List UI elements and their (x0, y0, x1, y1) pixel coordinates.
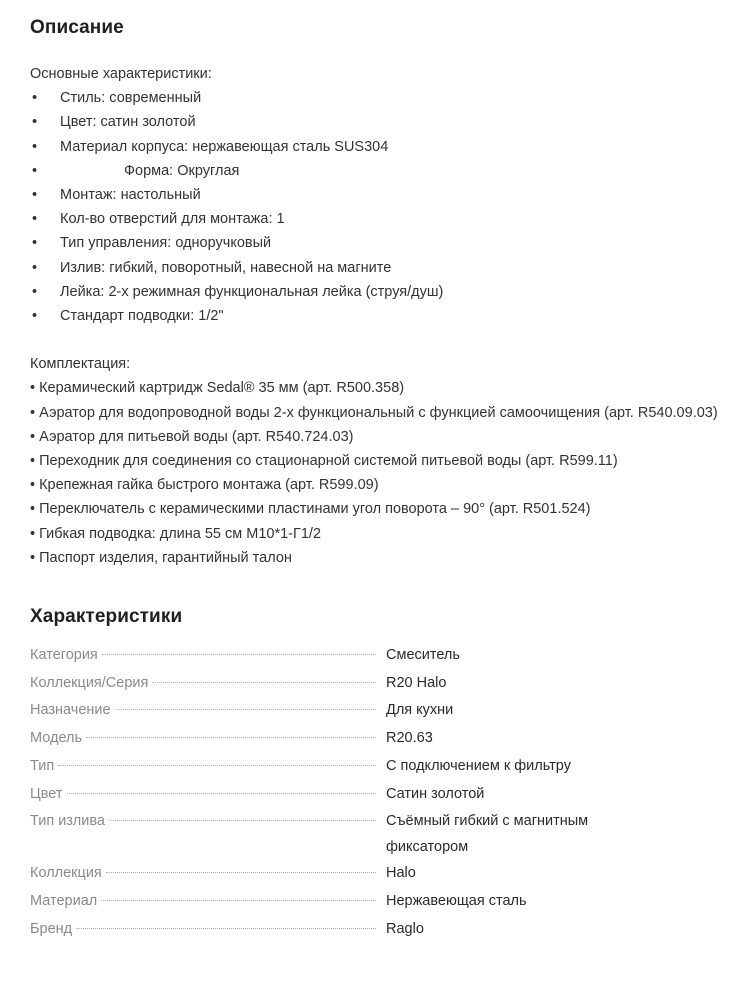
features-heading: Основные характеристики: (30, 66, 212, 82)
list-item: • Монтаж: настольный (30, 183, 740, 207)
table-row (30, 860, 656, 888)
spec-key: Коллекция (30, 860, 106, 888)
table-row (30, 781, 656, 809)
table-row (30, 670, 656, 698)
spec-key: Цвет (30, 781, 67, 809)
list-item: • Тип управления: одноручковый (30, 231, 740, 255)
spec-key: Материал (30, 888, 101, 916)
spec-key: Тип (30, 753, 58, 781)
spec-value: Нержавеющая сталь (386, 892, 527, 909)
spec-key: Категория (30, 642, 102, 670)
table-row (30, 753, 656, 781)
list-item: • Стиль: современный (30, 86, 740, 110)
spec-key: Коллекция/Серия (30, 670, 152, 698)
list-item: • Кол-во отверстий для монтажа: 1 (30, 207, 740, 231)
list-item: • Переключатель с керамическими пластинами угол поворота – 90° (арт. R501.524) (30, 501, 591, 518)
list-item: • Форма: Округлая (30, 159, 740, 183)
list-item: • Паспорт изделия, гарантийный талон (30, 549, 292, 566)
list-item: • Керамический картридж Sedal® 35 мм (арт. R500.358) (30, 380, 405, 397)
kit-list (30, 376, 720, 570)
list-item: • Аэратор для водопроводной воды 2-х функциональный с функцией самоочищения (арт. R540.09.03) (30, 404, 718, 421)
list-item: • Аэратор для питьевой воды (арт. R540.724.03) (30, 428, 354, 445)
table-row (30, 642, 656, 670)
specs-section (30, 604, 740, 943)
description-section (30, 14, 740, 570)
features-list (30, 86, 740, 328)
spec-value: Для кухни (386, 702, 454, 719)
spec-value: Съёмный гибкий с магнитным фиксатором (386, 813, 589, 856)
spec-value: Halo (386, 865, 416, 882)
spec-value: С подключением к фильтру (386, 757, 571, 774)
table-row (30, 916, 656, 944)
description-body (30, 62, 740, 570)
table-row (30, 697, 656, 725)
list-item: • Цвет: сатин золотой (30, 110, 740, 134)
spec-key: Тип излива (30, 808, 109, 836)
list-item: • Стандарт подводки: 1/2" (30, 304, 740, 328)
table-row (30, 888, 656, 916)
table-row (30, 725, 656, 753)
spec-key: Назначение (30, 697, 115, 725)
list-item: • Крепежная гайка быстрого монтажа (арт. R599.09) (30, 477, 379, 494)
list-item: • Переходник для соединения со стационарной системой питьевой воды (арт. R599.11) (30, 453, 618, 470)
list-item: • Лейка: 2-х режимная функциональная лейка (струя/душ) (30, 280, 740, 304)
table-row (30, 808, 656, 860)
list-item: • Гибкая подводка: длина 55 см M10*1-Г1/2 (30, 525, 322, 542)
spec-value: Смеситель (386, 647, 460, 664)
spec-value: Raglo (386, 920, 424, 937)
list-item: • Излив: гибкий, поворотный, навесной на магните (30, 256, 740, 280)
description-title: Описание (30, 17, 124, 38)
specs-table (30, 642, 656, 943)
spec-value: R20.63 (386, 730, 433, 747)
list-item: • Материал корпуса: нержавеющая сталь SUS304 (30, 135, 740, 159)
kit-heading: Комплектация: (30, 356, 131, 373)
spec-key: Модель (30, 725, 86, 753)
spec-key: Бренд (30, 916, 76, 944)
specs-title: Характеристики (30, 606, 183, 628)
spec-value: Сатин золотой (386, 785, 485, 802)
spec-value: R20 Halo (386, 674, 447, 691)
